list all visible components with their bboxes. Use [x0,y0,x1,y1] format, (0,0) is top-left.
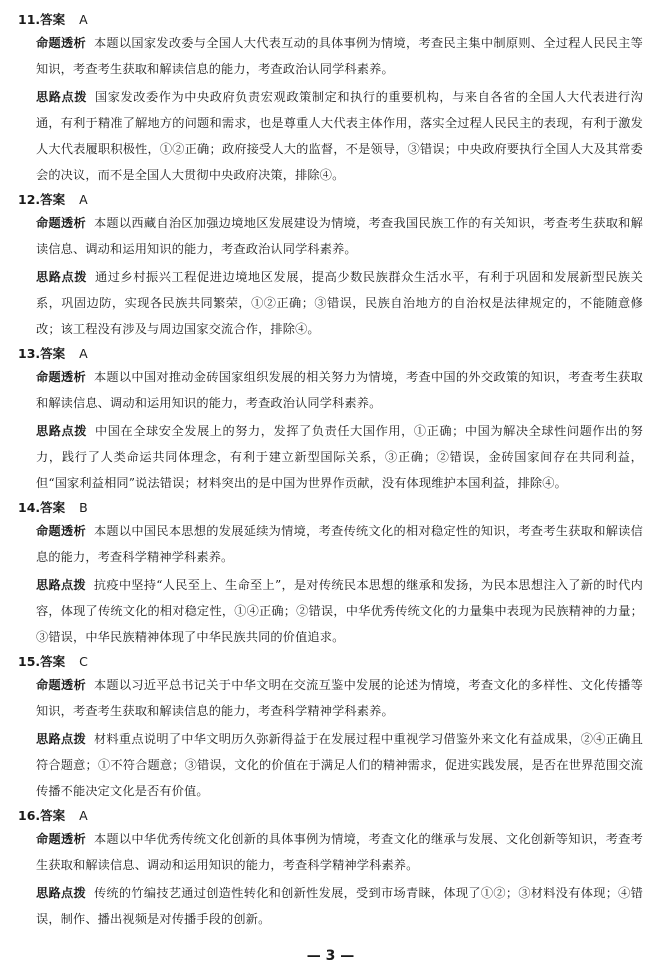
question-header [18,344,643,364]
answer-label: 答案 [40,346,66,361]
analysis-text: 本题以习近平总书记关于中华文明在交流互鉴中发展的论述为情境，考查文化的多样性、文化传播等知识，考查考生获取和解读信息的能力，考查科学精神学科素养。 [36,678,643,718]
answer-value: A [79,12,88,27]
question-header [18,806,643,826]
answer-value: B [79,500,88,515]
question-header [18,190,643,210]
answer-label: 答案 [40,192,66,207]
analysis-text: 本题以国家发改委与全国人大代表互动的具体事例为情境，考查民主集中制原则、全过程人民民主等知识，考查考生获取和解读信息的能力，考查政治认同学科素养。 [36,36,643,76]
analysis-text: 本题以中国对推动金砖国家组织发展的相关努力为情境，考查中国的外交政策的知识，考查考生获取和解读信息、调动和运用知识的能力，考查政治认同学科素养。 [36,370,643,410]
analysis-paragraph [36,364,643,416]
answer-value: A [79,192,88,207]
question-header [18,498,643,518]
analysis-label: 命题透析 [36,678,86,692]
hint-paragraph [36,572,643,650]
question-block [18,498,643,650]
hint-label: 思路点拨 [36,732,86,746]
analysis-paragraph [36,30,643,82]
hint-text: 中国在全球安全发展上的努力，发挥了负责任大国作用，①正确；中国为解决全球性问题作出的努力，践行了人类命运共同体理念，有利于建立新型国际关系，③正确；②错误，金砖国家间存在共同利益，但“国家利益相同”说法错误；材料突出的是中国为世界作贡献，没有体现维护本国利益，排除④。 [36,424,643,490]
question-block [18,190,643,342]
answer-label: 答案 [40,12,66,27]
answer-value: A [79,808,88,823]
analysis-label: 命题透析 [36,832,86,846]
question-number: 14. [18,500,41,515]
analysis-paragraph [36,826,643,878]
analysis-label: 命题透析 [36,36,86,50]
hint-paragraph [36,726,643,804]
answer-label: 答案 [40,808,66,823]
question-block [18,652,643,804]
hint-paragraph [36,880,643,932]
analysis-label: 命题透析 [36,524,86,538]
hint-text: 抗疫中坚持“人民至上、生命至上”，是对传统民本思想的继承和发扬，为民本思想注入了新的时代内容，体现了传统文化的相对稳定性，①④正确；②错误，中华优秀传统文化的力量集中表现为民族精神的力量；③错误，中华民族精神体现了中华民族共同的价值追求。 [36,578,643,644]
analysis-paragraph [36,672,643,724]
question-block [18,10,643,188]
analysis-text: 本题以西藏自治区加强边境地区发展建设为情境，考查我国民族工作的有关知识，考查考生获取和解读信息、调动和运用知识的能力，考查政治认同学科素养。 [36,216,643,256]
hint-text: 传统的竹编技艺通过创造性转化和创新性发展，受到市场青睐，体现了①②；③材料没有体现；④错误，制作、播出视频是对传播手段的创新。 [36,886,643,926]
hint-paragraph [36,264,643,342]
answer-value: A [79,346,88,361]
question-header [18,652,643,672]
hint-text: 国家发改委作为中央政府负责宏观政策制定和执行的重要机构，与来自各省的全国人大代表进行沟通，有利于精准了解地方的问题和需求，也是尊重人大代表主体作用，落实全过程人民民主的表现，有利于激发人大代表履职积极性，①②正确；政府接受人大的监督，不是领导，③错误；中央政府要执行全国人大及其常委会的决议，而不是全国人大贯彻中央政府决策，排除④。 [36,90,643,182]
answer-key-list [18,10,643,932]
question-number: 11. [18,12,41,27]
hint-label: 思路点拨 [36,90,88,104]
analysis-paragraph [36,518,643,570]
question-number: 16. [18,808,41,823]
page-number: — 3 — [306,948,355,964]
question-number: 13. [18,346,41,361]
question-block [18,806,643,932]
analysis-label: 命题透析 [36,370,86,384]
question-header [18,10,643,30]
question-number: 15. [18,654,41,669]
answer-value: C [79,654,88,669]
analysis-text: 本题以中国民本思想的发展延续为情境，考查传统文化的相对稳定性的知识，考查考生获取和解读信息的能力，考查科学精神学科素养。 [36,524,643,564]
answer-label: 答案 [40,500,66,515]
hint-label: 思路点拨 [36,886,86,900]
hint-paragraph [36,84,643,188]
hint-paragraph [36,418,643,496]
hint-label: 思路点拨 [36,424,88,438]
analysis-text: 本题以中华优秀传统文化创新的具体事例为情境，考查文化的继承与发展、文化创新等知识，考查考生获取和解读信息、调动和运用知识的能力，考查科学精神学科素养。 [36,832,643,872]
hint-text: 通过乡村振兴工程促进边境地区发展，提高少数民族群众生活水平，有利于巩固和发展新型民族关系，巩固边防，实现各民族共同繁荣，①②正确；③错误，民族自治地方的自治权是法律规定的，不能随意修改；该工程没有涉及与周边国家交流合作，排除④。 [36,270,643,336]
question-number: 12. [18,192,41,207]
hint-label: 思路点拨 [36,270,88,284]
question-block [18,344,643,496]
hint-label: 思路点拨 [36,578,86,592]
analysis-label: 命题透析 [36,216,86,230]
hint-text: 材料重点说明了中华文明历久弥新得益于在发展过程中重视学习借鉴外来文化有益成果，②④正确且符合题意；①不符合题意；③错误，文化的价值在于满足人们的精神需求，促进实践发展，是否在世界范围交流传播不能决定文化是否有价值。 [36,732,643,798]
answer-label: 答案 [40,654,66,669]
analysis-paragraph [36,210,643,262]
